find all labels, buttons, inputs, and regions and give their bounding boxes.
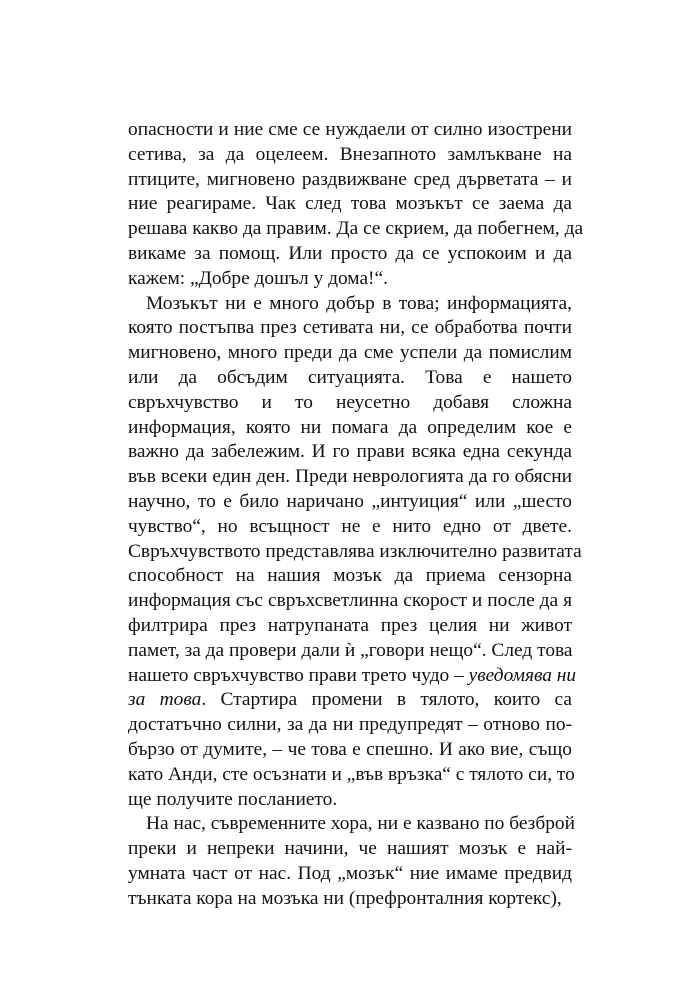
text-line: преки и непреки начини, че нашият мозък е най- (128, 838, 572, 860)
text-run: . Стартира промени в тялото, които са (201, 689, 572, 711)
text-line: или да обсъдим ситуацията. Това е нашето (128, 366, 572, 388)
text-line: ще получите посланието. (128, 788, 338, 810)
text-line: във всеки един ден. Преди неврологията да го обясни (128, 466, 572, 488)
text-line: решава какво да правим. Да се скрием, да побегнем, да (128, 218, 584, 240)
text-line: ние реагираме. Чак след това мозъкът се заема да (128, 193, 572, 215)
paragraph (128, 292, 582, 813)
text-line: Свръхчувството представлява изключително развитата (128, 540, 582, 562)
text-line: филтрира през натрупаната през целия ни живот (128, 614, 572, 636)
paragraph (128, 812, 575, 911)
text-line: информация, която ни помага да определим кое е (128, 416, 572, 438)
text-line: бързо от думите, – че това е спешно. И ако вие, също (128, 738, 572, 760)
text-line: памет, за да провери дали ѝ „говори нещо“. След това (128, 639, 573, 661)
text-line: умната част от нас. Под „мозък“ ние имаме предвид (128, 862, 572, 884)
text-run: нашето свръхчувство прави трето чудо – (128, 664, 469, 686)
text-line: птиците, мигновено раздвижване сред дърветата – и (128, 168, 572, 190)
italic-emphasis: за това (128, 689, 202, 711)
text-line: научно, то е било наричано „интуиция“ или „шесто (128, 490, 572, 512)
text-line: важно да забележим. И го прави всяка една секунда (128, 441, 572, 463)
paragraph (128, 118, 584, 292)
text-line: информация със свръхсветлинна скорост и после да я (128, 590, 572, 612)
text-line: способност на нашия мозък да приема сензорна (128, 565, 572, 587)
text-line: сетива, за да оцелеем. Внезапното замлъкване на (128, 143, 572, 165)
text-line: като Анди, сте осъзнати и „във връзка“ с тялото си, то (128, 763, 575, 785)
text-line (128, 664, 577, 689)
text-line: свръхчувство и то неусетно добавя сложна (128, 391, 572, 413)
italic-emphasis: уведомява ни (468, 664, 577, 686)
text-line: На нас, съвременните хора, ни е казвано по безброй (146, 813, 575, 835)
text-line: достатъчно силни, за да ни предупредят – отново по- (128, 714, 572, 736)
text-line: Мозъкът ни е много добър в това; информацията, (146, 292, 572, 314)
body-text (128, 118, 584, 912)
text-line: тънката кора на мозъка ни (префронталния кортекс), (128, 887, 562, 909)
text-line: викаме за помощ. Или просто да се успокоим и да (128, 242, 572, 264)
text-line (128, 688, 572, 713)
text-line: опасности и ние сме се нуждаели от силно изострени (128, 119, 572, 140)
text-line: която постъпва през сетивата ни, се обработва почти (128, 317, 572, 339)
text-line: чувство“, но всъщност не е нито едно от двете. (128, 515, 572, 537)
text-line: мигновено, много преди да сме успели да помислим (128, 342, 572, 364)
text-line: кажем: „Добре дошъл у дома!“. (128, 267, 388, 289)
